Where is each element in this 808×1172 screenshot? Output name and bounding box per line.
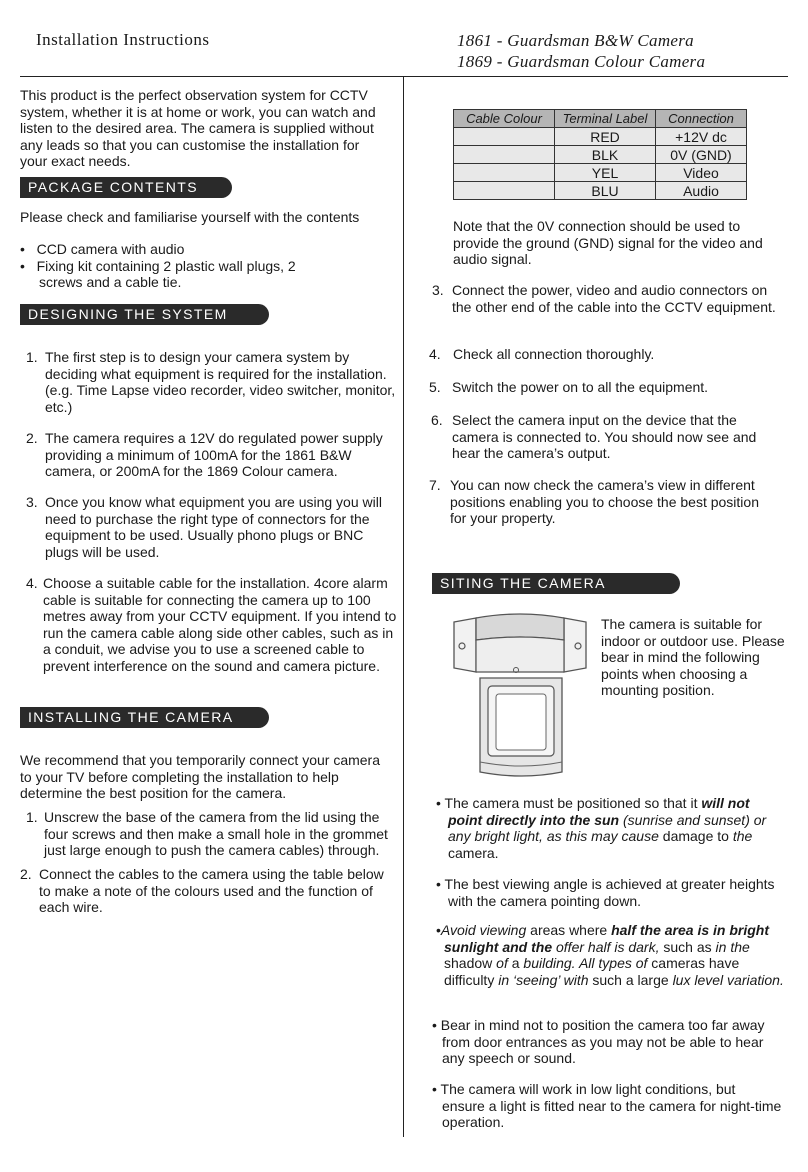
table-row: [454, 182, 747, 200]
table-row: [454, 164, 747, 182]
step-5: 5. Switch the power on to all the equipment.: [429, 379, 709, 395]
install-step-2: 2. Connect the cables to the camera using the table below to make a note of the colours used and the function of each wire.: [20, 866, 384, 915]
step-7: 7. You can now check the camera’s view in different positions enabling you to choose the best position for your property.: [429, 477, 759, 526]
product-name-bw: 1861 - Guardsman B&W Camera: [457, 31, 694, 50]
table-cell: +12V dc: [656, 128, 747, 146]
package-text: Please check and familiarise yourself with the contents: [20, 209, 360, 225]
column-divider: [403, 77, 404, 1137]
table-cell: [454, 164, 555, 182]
table-row: [454, 128, 747, 146]
design-step-4: 4. Choose a suitable cable for the installation. 4core alarm cable is suitable for connecting the camera up to 100 metres away from your CCTV equipment. If you intend to run the camera cable along side other cables, such as in a conduit, we advise you to use a screened cable to prevent interference on the sound and camera picture.: [26, 575, 397, 674]
table-cell: YEL: [555, 164, 656, 182]
install-step-1: 1. Unscrew the base of the camera from the lid using the four screws and then make a small hole in the grommet just large enough to push the camera cables) through.: [26, 809, 388, 858]
list-item: • CCD camera with audio: [20, 241, 185, 257]
product-names: [457, 30, 705, 72]
table-row: [454, 146, 747, 164]
section-heading-installing: INSTALLING THE CAMERA: [20, 707, 269, 728]
siting-text: The camera is suitable for indoor or outdoor use. Please bear in mind the following points when choosing a mounting position.: [601, 616, 785, 698]
camera-illustration-icon: [450, 612, 590, 782]
intro-paragraph: This product is the perfect observation system for CCTV system, whether it is at home or work, you can watch and listen to the desired area. The camera is supplied without any leads so that you can customise the installation for your exact needs.: [20, 87, 376, 169]
step-6: 6. Select the camera input on the device that the camera is connected to. You should now see and hear the camera’s output.: [431, 412, 757, 461]
installing-text: We recommend that you temporarily connect your camera to your TV before completing the installation to help determine the best position for the camera.: [20, 752, 381, 801]
table-header: Terminal Label: [555, 110, 656, 128]
siting-bullet-3: •Avoid viewing areas where half the area is in bright sunlight and the offer half is dark, such as in the shadow of a building. All types of cameras have difficulty in ‘seeing’ with such a large lux level variation.: [436, 922, 784, 988]
section-heading-package: PACKAGE CONTENTS: [20, 177, 232, 198]
table-cell: BLU: [555, 182, 656, 200]
table-header: Connection: [656, 110, 747, 128]
siting-bullet-2: • The best viewing angle is achieved at greater heights with the camera pointing down.: [436, 876, 775, 909]
design-step-1: 1. The first step is to design your camera system by deciding what equipment is required for the installation. (e.g. Time Lapse video recorder, video switcher, monitor, etc.): [26, 349, 396, 415]
siting-bullet-5: • The camera will work in low light conditions, but ensure a light is fitted near to the camera for night-time operation.: [432, 1081, 782, 1130]
siting-bullet-1: • The camera must be positioned so that it will not point directly into the sun (sunrise and sunset) or any bright light, as this may cause damage to the camera.: [436, 795, 767, 861]
table-header: Cable Colour: [454, 110, 555, 128]
table-cell: BLK: [555, 146, 656, 164]
table-cell: [454, 146, 555, 164]
table-cell: [454, 128, 555, 146]
header-rule: [20, 76, 788, 77]
step-3: 3. Connect the power, video and audio connectors on the other end of the cable into the CCTV equipment.: [432, 282, 776, 315]
cable-table: [453, 109, 747, 200]
list-item: • Fixing kit containing 2 plastic wall plugs, 2 screws and a cable tie.: [20, 257, 296, 290]
table-cell: RED: [555, 128, 656, 146]
document-title: Installation Instructions: [36, 30, 210, 49]
table-cell: Video: [656, 164, 747, 182]
table-cell: [454, 182, 555, 200]
package-list: [20, 241, 320, 291]
siting-bullet-4: • Bear in mind not to position the camera too far away from door entrances as you may not be able to hear any speech or sound.: [432, 1017, 765, 1066]
table-header-row: [454, 110, 747, 128]
section-heading-designing: DESIGNING THE SYSTEM: [20, 304, 269, 325]
product-name-colour: 1869 - Guardsman Colour Camera: [457, 52, 706, 71]
table-cell: Audio: [656, 182, 747, 200]
table-cell: 0V (GND): [656, 146, 747, 164]
design-step-2: 2. The camera requires a 12V do regulated power supply providing a minimum of 100mA for the 1861 B&W camera, or 200mA for the 1869 Colour camera.: [26, 430, 383, 479]
section-heading-siting: SITING THE CAMERA: [432, 573, 680, 594]
step-4: 4. Check all connection thoroughly.: [429, 346, 655, 362]
ground-note: Note that the 0V connection should be used to provide the ground (GND) signal for the video and audio signal.: [453, 218, 763, 267]
design-step-3: 3. Once you know what equipment you are using you will need to purchase the right type of connectors for the equipment to be used. Usually phono plugs or BNC plugs will be used.: [26, 494, 382, 560]
